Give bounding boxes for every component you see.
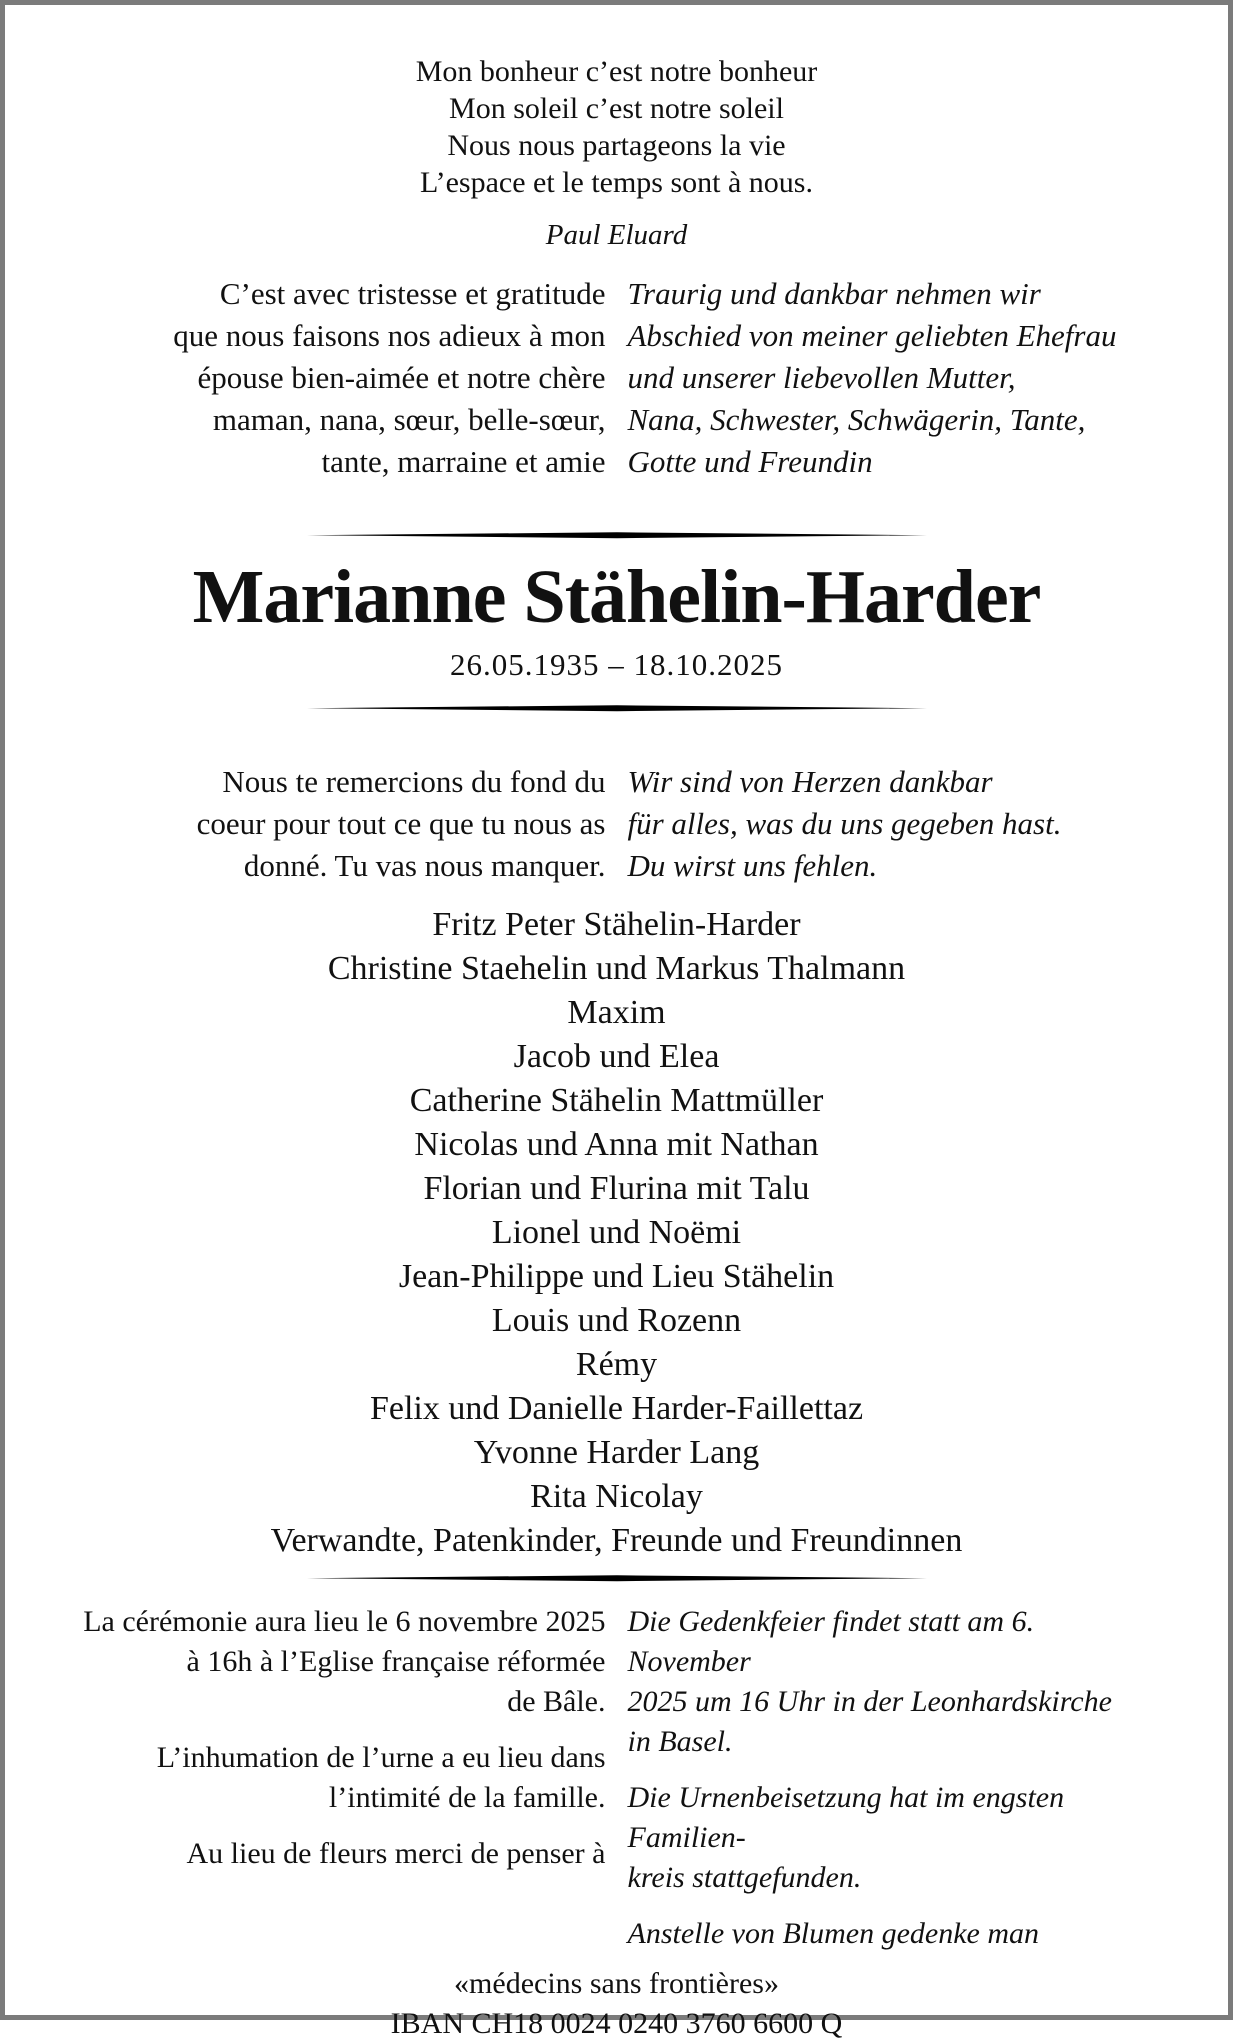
family-member: Rita Nicolay [530, 1478, 703, 1515]
family-member: Lionel und Noëmi [491, 1214, 742, 1251]
ceremony-french-paragraph [69, 1738, 606, 1818]
family-member: Verwandte, Patenkinder, Freunde und Freundinnen [270, 1522, 963, 1559]
ceremony-section [69, 1602, 1164, 1954]
divider-ornament [69, 1575, 1164, 1582]
poem-attribution: Paul Eluard [545, 219, 688, 251]
ceremony-french-paragraph [69, 1834, 606, 1874]
family-member: Yvonne Harder Lang [473, 1434, 760, 1471]
family-member: Rémy [575, 1346, 658, 1383]
gratitude-french-line: Nous te remercions du fond du [222, 764, 606, 799]
farewell-german-line: Abschied von meiner geliebten Ehefrau [627, 318, 1117, 353]
ceremony-french [69, 1602, 606, 1954]
poem-line: Nous nous partageons la vie [447, 129, 786, 162]
ceremony-french-line: à 16h à l’Eglise française réformée [186, 1645, 606, 1678]
farewell-french-line: épouse bien-aimée et notre chère [197, 360, 606, 395]
family-member: Fritz Peter Stähelin-Harder [432, 906, 801, 943]
gratitude-french-line: coeur pour tout ce que tu nous as [196, 806, 606, 841]
ceremony-german-line: 2025 um 16 Uhr in der Leonhardskirche [627, 1685, 1112, 1718]
family-member: Jacob und Elea [513, 1038, 720, 1075]
farewell-german-line: Nana, Schwester, Schwägerin, Tante, [627, 402, 1086, 437]
ceremony-french-line: L’inhumation de l’urne a eu lieu dans [156, 1741, 606, 1774]
ceremony-french-paragraph [69, 1602, 606, 1722]
ceremony-german [628, 1602, 1165, 1954]
ceremony-french-line: Au lieu de fleurs merci de penser à [186, 1837, 606, 1870]
gratitude-french-line: donné. Tu vas nous manquer. [243, 848, 606, 883]
life-dates: 26.05.1935 – 18.10.2025 [450, 647, 783, 682]
ceremony-german-line: Anstelle von Blumen gedenke man [627, 1917, 1040, 1950]
farewell-french-line: tante, marraine et amie [321, 444, 606, 479]
ceremony-german-paragraph [628, 1602, 1165, 1762]
poem-line: Mon soleil c’est notre soleil [449, 92, 784, 125]
ceremony-german-line: Die Urnenbeisetzung hat im engsten Familien- [627, 1781, 1065, 1854]
notice-content [5, 53, 1228, 2044]
gratitude-french [69, 761, 606, 887]
ceremony-french-line: de Bâle. [507, 1685, 606, 1718]
donation-organization: «médecins sans frontières» [454, 1967, 779, 2000]
farewell-german-line: und unserer liebevollen Mutter, [627, 360, 1016, 395]
farewell-german-line: Gotte und Freundin [627, 444, 873, 479]
gratitude-german-line: Du wirst uns fehlen. [627, 848, 878, 883]
family-list [69, 903, 1164, 1563]
farewell-section [69, 273, 1164, 483]
divider-ornament [69, 705, 1164, 712]
family-member: Christine Staehelin und Markus Thalmann [327, 950, 906, 987]
family-member: Nicolas und Anna mit Nathan [414, 1126, 819, 1163]
ceremony-french-line: l’intimité de la famille. [328, 1781, 606, 1814]
ceremony-french-line: La cérémonie aura lieu le 6 novembre 2025 [83, 1605, 606, 1638]
deceased-name: Marianne Stähelin-Harder [192, 555, 1041, 639]
farewell-german-line: Traurig und dankbar nehmen wir [627, 276, 1041, 311]
family-member: Catherine Stähelin Mattmüller [409, 1082, 824, 1119]
ceremony-german-line: kreis stattgefunden. [627, 1861, 862, 1894]
gratitude-german-line: Wir sind von Herzen dankbar [627, 764, 993, 799]
poem-line: L’espace et le temps sont à nous. [420, 166, 813, 199]
ceremony-german-line: in Basel. [627, 1725, 733, 1758]
farewell-french-line: maman, nana, sœur, belle-sœur, [212, 402, 606, 437]
farewell-german [628, 273, 1165, 483]
gratitude-german [628, 761, 1165, 887]
family-member: Florian und Flurina mit Talu [423, 1170, 810, 1207]
gratitude-german-line: für alles, was du uns gegeben hast. [627, 806, 1062, 841]
poem [69, 53, 1164, 201]
divider-ornament [69, 532, 1164, 539]
ceremony-german-paragraph [628, 1914, 1165, 1954]
gratitude-section [69, 761, 1164, 887]
donation-section [69, 1964, 1164, 2044]
farewell-french-line: que nous faisons nos adieux à mon [173, 318, 606, 353]
family-member: Jean-Philippe und Lieu Stähelin [398, 1258, 835, 1295]
family-member: Felix und Danielle Harder-Faillettaz [369, 1390, 864, 1427]
ceremony-german-line: Die Gedenkfeier findet statt am 6. November [627, 1605, 1035, 1678]
farewell-french [69, 273, 606, 483]
farewell-french-line: C’est avec tristesse et gratitude [219, 276, 606, 311]
ceremony-german-paragraph [628, 1778, 1165, 1898]
family-member: Louis und Rozenn [491, 1302, 742, 1339]
poem-line: Mon bonheur c’est notre bonheur [415, 55, 818, 88]
family-member: Maxim [567, 994, 666, 1031]
donation-iban: IBAN CH18 0024 0240 3760 6600 Q [390, 2007, 843, 2040]
